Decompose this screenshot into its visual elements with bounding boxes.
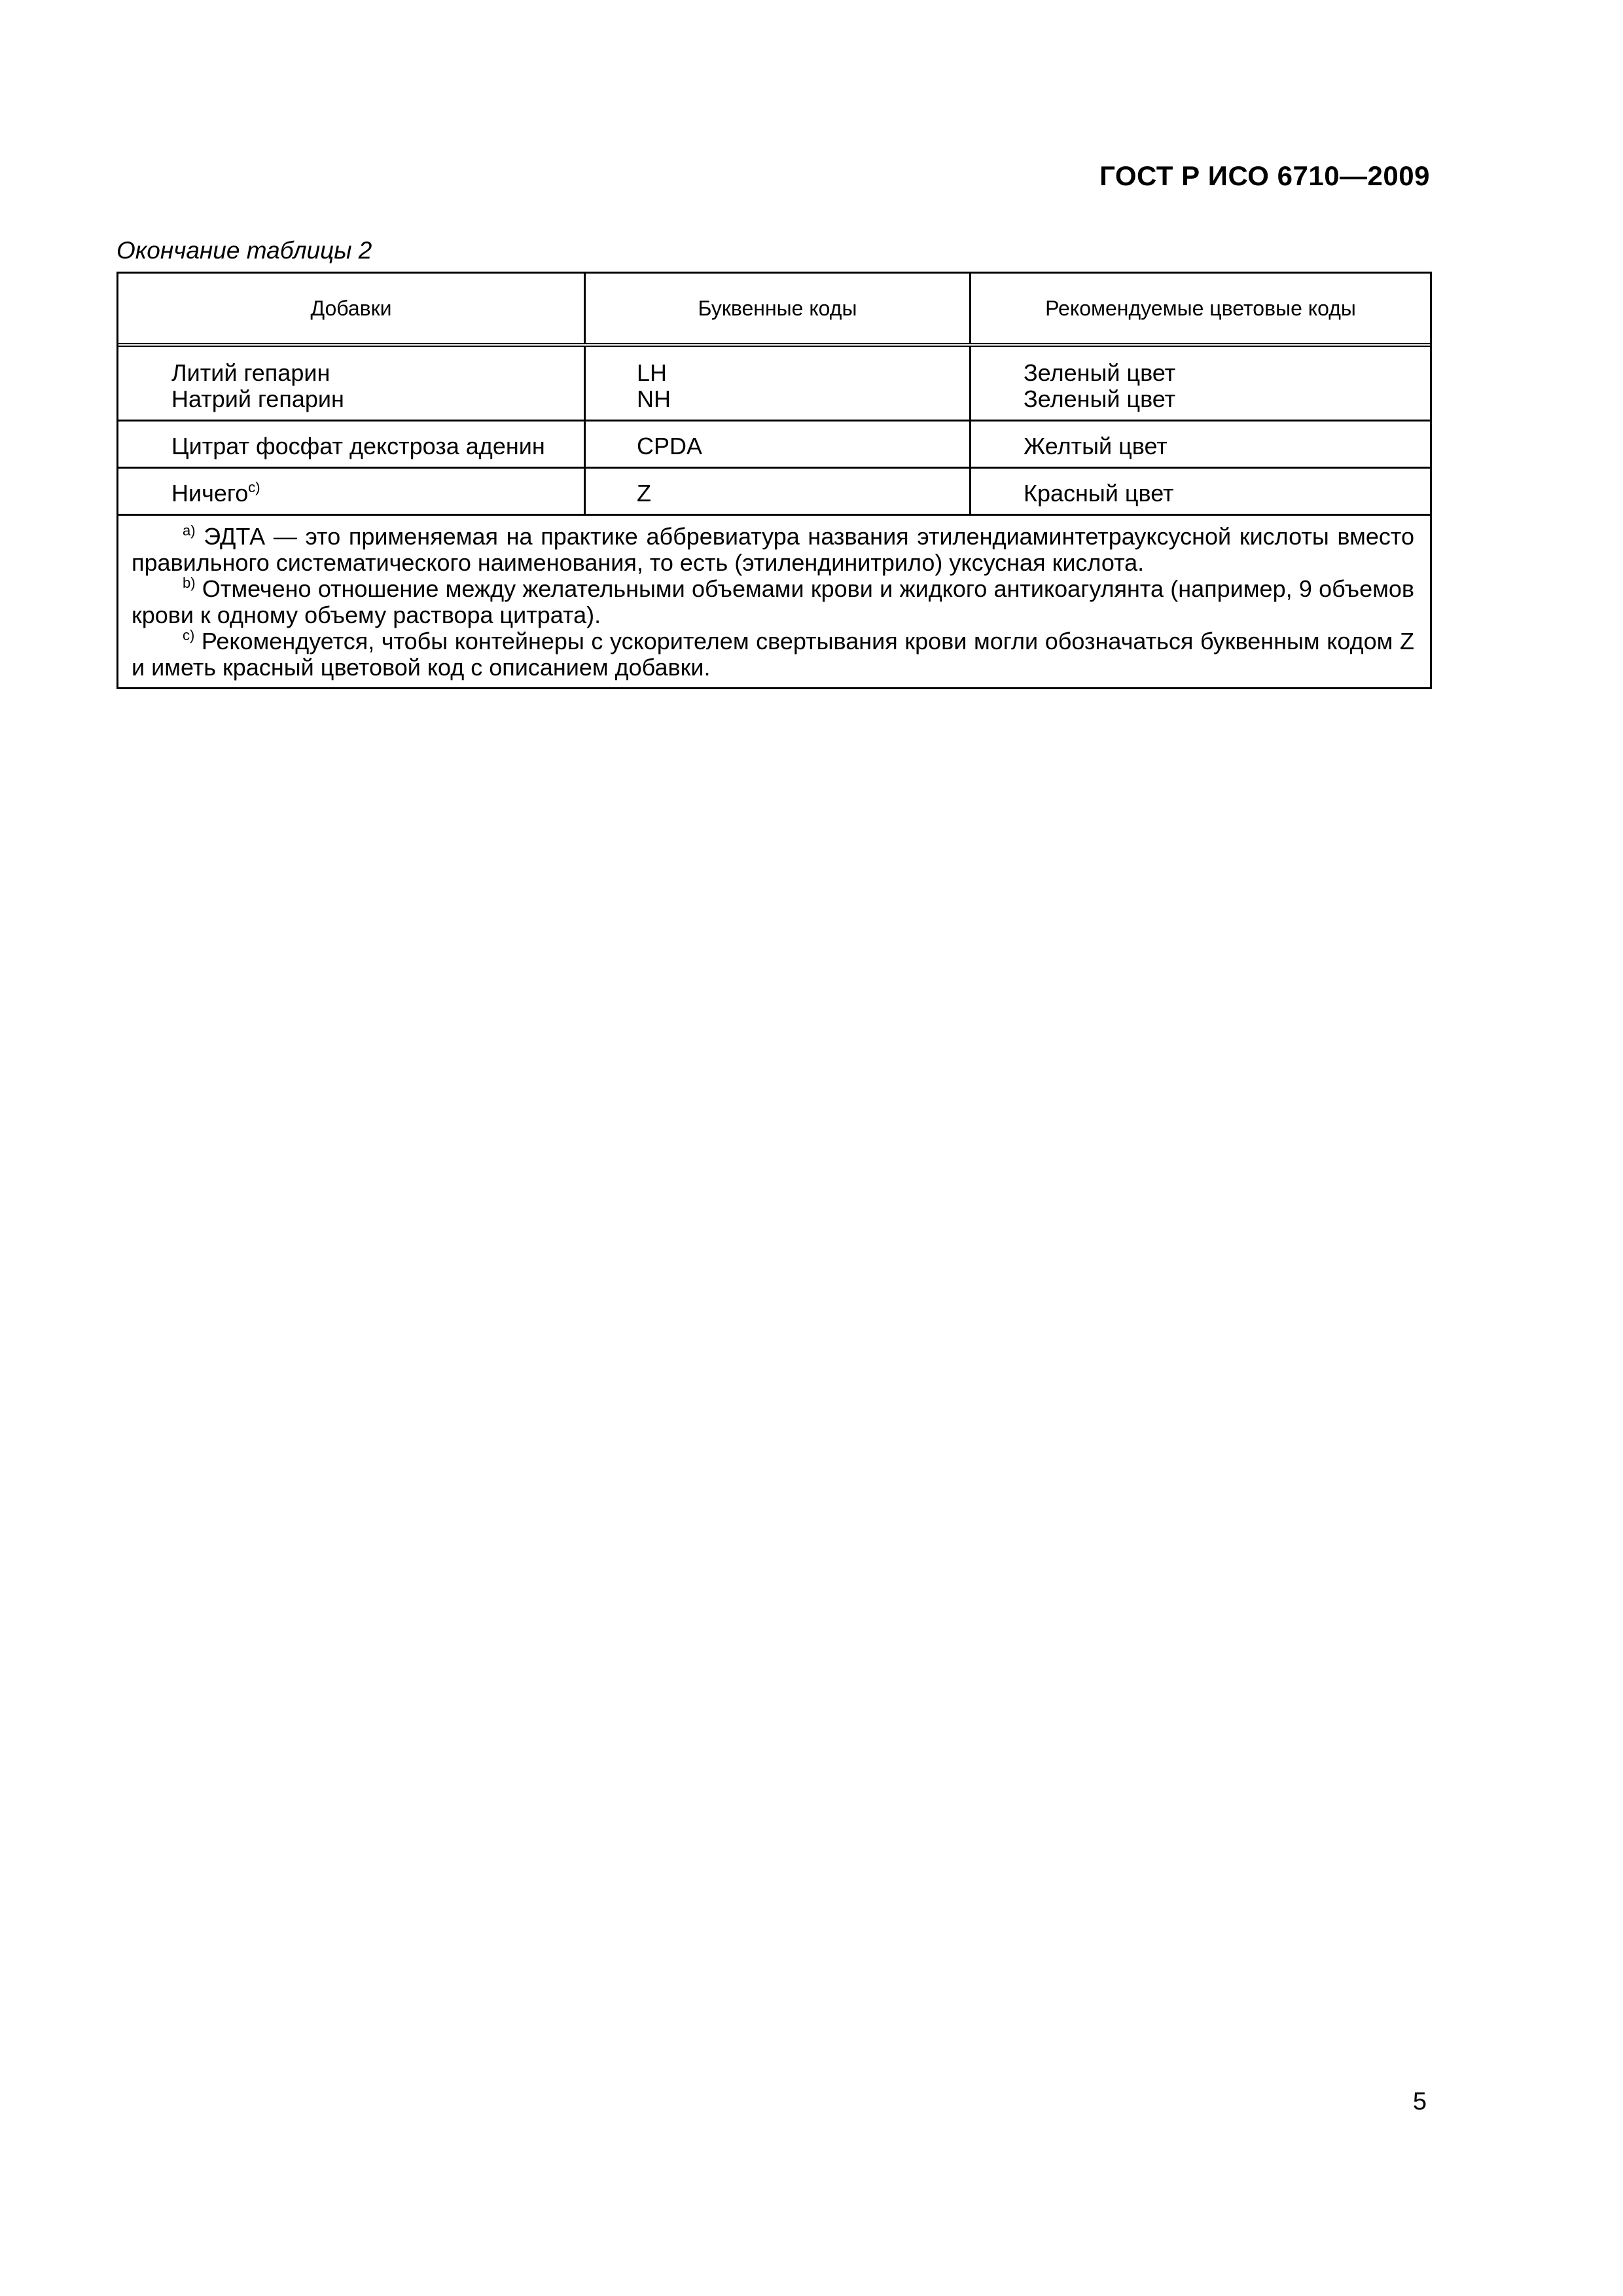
additive-name: Литий гепарин: [171, 359, 330, 386]
additive-cell: [118, 422, 586, 467]
footnote-text: ЭДТА — это применяемая на практике аббревиатура названия этилендиаминтетрауксусной кислоты вместо правильного систематического наименования, то есть (этилендинитрило) уксусная кислота.: [132, 523, 1414, 576]
footnote: a) ЭДТА — это применяемая на практике аббревиатура названия этилендиаминтетрауксусной кислоты вместо правильного систематического наименования, то есть (этилендинитрило) уксусная кислота.: [132, 522, 1414, 576]
letter-code: LH: [637, 359, 668, 386]
letter-code: CPDA: [637, 433, 703, 459]
page-number: 5: [1412, 2088, 1427, 2115]
footnote-text: Рекомендуется, чтобы контейнеры с ускорителем свертывания крови могли обозначаться буквенным кодом Z и иметь красный цветовой код с описанием добавки.: [132, 628, 1414, 681]
footnote-text: Отмечено отношение между желательными объемами крови и жидкого антикоагулянта (например, 9 объемов крови к одному объему раствора цитрата).: [132, 575, 1414, 628]
color-code: Красный цвет: [1024, 480, 1174, 507]
letter-code-cell: [586, 347, 971, 420]
color-code: Зеленый цвет: [1024, 359, 1176, 386]
additive-cell: [118, 469, 586, 514]
letter-code-cell: [586, 422, 971, 467]
color-code-cell: [971, 422, 1430, 467]
footnote: b) Отмечено отношение между желательными объемами крови и жидкого антикоагулянта (например, 9 объемов крови к одному объему раствора цитрата).: [132, 575, 1414, 628]
color-code-cell: [971, 347, 1430, 420]
table-row: [118, 469, 1430, 516]
additive-name: Натрий гепарин: [171, 386, 344, 412]
column-header-letter-codes: Буквенные коды: [586, 274, 971, 343]
table-notes-row: [118, 516, 1430, 687]
letter-code: Z: [637, 480, 651, 507]
additive-name: Цитрат фосфат декстроза аденин: [171, 433, 545, 459]
additive-cell: [118, 347, 586, 420]
column-header-color-codes: Рекомендуемые цветовые коды: [1045, 296, 1356, 320]
letter-code-cell: [586, 469, 971, 514]
table-row: [118, 347, 1430, 422]
column-header-additives: Добавки: [118, 274, 586, 343]
color-code: Желтый цвет: [1024, 433, 1168, 459]
additives-table: [116, 272, 1432, 689]
letter-code: NH: [637, 386, 671, 412]
footnote: c) Рекомендуется, чтобы контейнеры с ускорителем свертывания крови могли обозначаться буквенным кодом Z и иметь красный цветовой код с описанием добавки.: [132, 627, 1414, 681]
table-row: [118, 422, 1430, 469]
table-header-row: [118, 274, 1430, 347]
additive-name-with-note: [171, 480, 584, 507]
color-code: Зеленый цвет: [1024, 386, 1176, 412]
document-code: ГОСТ Р ИСО 6710—2009: [1099, 160, 1430, 191]
additive-name: Ничего: [171, 480, 249, 507]
table-caption: Окончание таблицы 2: [116, 237, 372, 264]
footnote-reference: c): [248, 479, 260, 495]
table-footnotes: [118, 516, 1430, 687]
color-code-cell: [971, 469, 1430, 514]
